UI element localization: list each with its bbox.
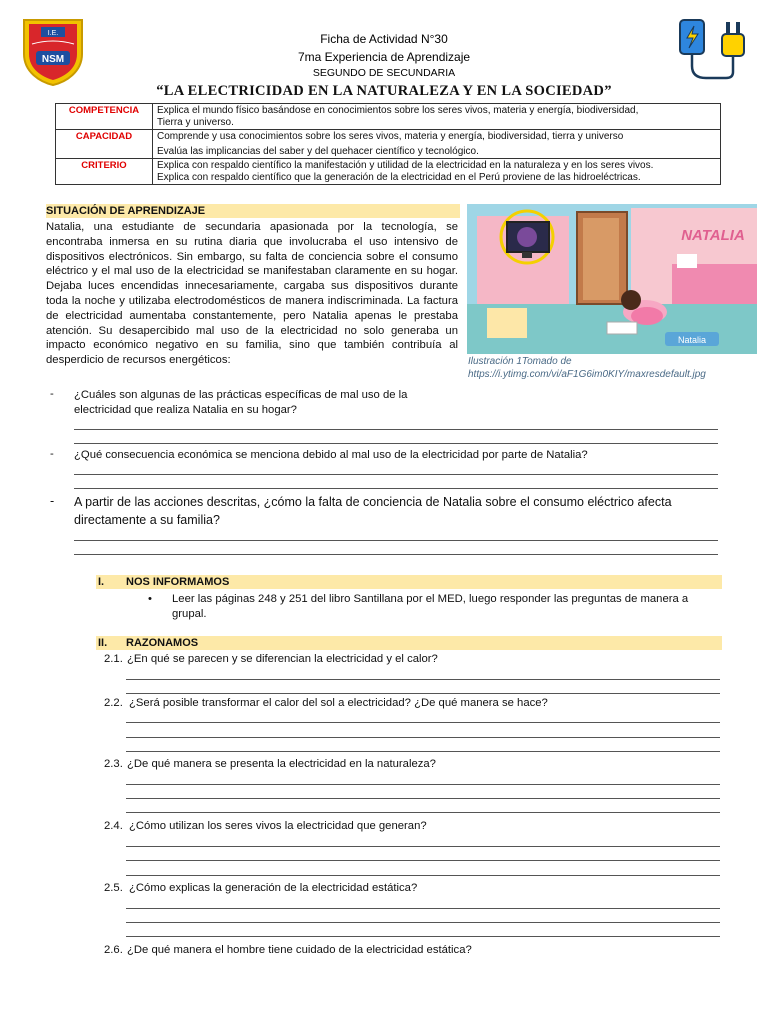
situation-heading: SITUACIÓN DE APRENDIZAJE (46, 205, 206, 217)
question-dash: - (50, 448, 54, 460)
experience-label: 7ma Experiencia de Aprendizaje (297, 50, 471, 64)
answer-line[interactable] (74, 443, 718, 444)
answer-line[interactable] (126, 846, 720, 847)
question-3: A partir de las acciones descritas, ¿cómo la falta de conciencia de Natalia sobre el consumo eléctrico afecta directamente a su familia? (74, 495, 672, 527)
razonamos-question-6: ¿De qué manera el hombre tiene cuidado de la electricidad estática? (127, 944, 472, 956)
competencia-text: Explica el mundo físico basándose en conocimientos sobre los seres vivos, materia y energía, biodiversidad, Tierra y universo. (153, 104, 721, 130)
answer-line[interactable] (126, 908, 720, 909)
question-dash: - (50, 494, 55, 508)
item-number: 2.2. (104, 697, 123, 709)
answer-line[interactable] (126, 751, 720, 752)
natalia-illustration (467, 204, 757, 354)
section2-title: RAZONAMOS (126, 637, 199, 649)
answer-line[interactable] (126, 693, 720, 694)
answer-line[interactable] (126, 860, 720, 861)
razonamos-question-2: ¿Será posible transformar el calor del sol a electricidad? ¿De qué manera se hace? (129, 697, 548, 709)
section2-number: II. (98, 637, 108, 649)
table-row (56, 130, 721, 159)
answer-line[interactable] (126, 722, 720, 723)
grade-label: SEGUNDO DE SECUNDARIA (312, 67, 456, 79)
sheet-number: Ficha de Actividad N°30 (320, 32, 448, 46)
logo-top-text: I.E. (47, 30, 59, 37)
answer-line[interactable] (126, 922, 720, 923)
answer-line[interactable] (74, 474, 718, 475)
electric-plug-icon (676, 14, 754, 86)
criterio-label: CRITERIO (56, 159, 153, 185)
answer-line[interactable] (126, 875, 720, 876)
item-number: 2.4. (104, 820, 123, 832)
competency-table (55, 103, 721, 185)
question-2: ¿Qué consecuencia económica se menciona debido al mal uso de la electricidad por parte de Natalia? (74, 449, 588, 461)
situation-text: Natalia, una estudiante de secundaria apasionada por la tecnología, se encontraba inmersa en su rutina diaria que involucraba el uso intensivo de dispositivos electrónicos. Sin embargo, su falta de conciencia sobre el consumo eléctrico y el mal uso de la electricidad se manifestaban claramente en su hogar. Dejaba luces encendidas innecesariamente, cargaba sus dispositivos durante toda la noche y utilizaba electrodomésticos de manera indiscriminada. La factura de electricidad aumentaba constantemente, pero Natalia apenas le prestaba atención. Su desapercibido mal uso de la electricidad no solo generaba un impacto económico negativo en su familia, sino que también contribuía al desperdicio de recursos energéticos: (46, 221, 458, 367)
answer-line[interactable] (126, 812, 720, 813)
item-number: 2.3. (104, 758, 123, 770)
item-number: 2.1. (104, 653, 123, 665)
table-row (56, 159, 721, 185)
answer-line[interactable] (126, 936, 720, 937)
razonamos-question-1: ¿En qué se parecen y se diferencian la electricidad y el calor? (127, 653, 438, 665)
answer-line[interactable] (126, 679, 720, 680)
answer-line[interactable] (126, 737, 720, 738)
bullet-dot: • (148, 593, 152, 605)
razonamos-question-4: ¿Cómo utilizan los seres vivos la electricidad que generan? (129, 820, 427, 832)
logo-main-text: NSM (41, 54, 65, 65)
answer-line[interactable] (74, 488, 718, 489)
capacidad-text: Comprende y usa conocimientos sobre los seres vivos, materia y energía, biodiversidad, tierra y universo Evalúa las implicancias del saber y del quehacer científico y tecnológico. (153, 130, 721, 159)
table-row (56, 104, 721, 130)
competencia-label: COMPETENCIA (56, 104, 153, 130)
question-dash: - (50, 388, 54, 400)
item-number: 2.5. (104, 882, 123, 894)
image-caption: Ilustración 1Tomado de https://i.ytimg.com/vi/aF1G6im0KIY/maxresdefault.jpg (468, 356, 706, 380)
page-title: “LA ELECTRICIDAD EN LA NATURALEZA Y EN LA SOCIEDAD” (156, 83, 612, 99)
razonamos-question-5: ¿Cómo explicas la generación de la electricidad estática? (129, 882, 418, 894)
wall-name-sign: NATALIA (681, 227, 745, 244)
section1-title: NOS INFORMAMOS (126, 576, 230, 588)
section1-bullet-text: Leer las páginas 248 y 251 del libro Santillana por el MED, luego responder las preguntas de manera a grupal. (172, 593, 689, 620)
question-1: ¿Cuáles son algunas de las prácticas específicas de mal uso de la electricidad que realiza Natalia en su hogar? (74, 389, 408, 416)
section1-number: I. (98, 576, 105, 588)
image-name-tag: Natalia (677, 335, 707, 345)
answer-line[interactable] (126, 798, 720, 799)
item-number: 2.6. (104, 944, 123, 956)
capacidad-label: CAPACIDAD (56, 130, 153, 159)
answer-line[interactable] (126, 784, 720, 785)
answer-line[interactable] (74, 554, 718, 555)
criterio-text: Explica con respaldo científico la manifestación y utilidad de la electricidad en la naturaleza y en los seres vivos. Explica con respaldo científico que la generación de la electricidad en el Perú proviene de las hidroeléctricas. (153, 159, 721, 185)
answer-line[interactable] (74, 429, 718, 430)
answer-line[interactable] (74, 540, 718, 541)
razonamos-question-3: ¿De qué manera se presenta la electricidad en la naturaleza? (127, 758, 436, 770)
